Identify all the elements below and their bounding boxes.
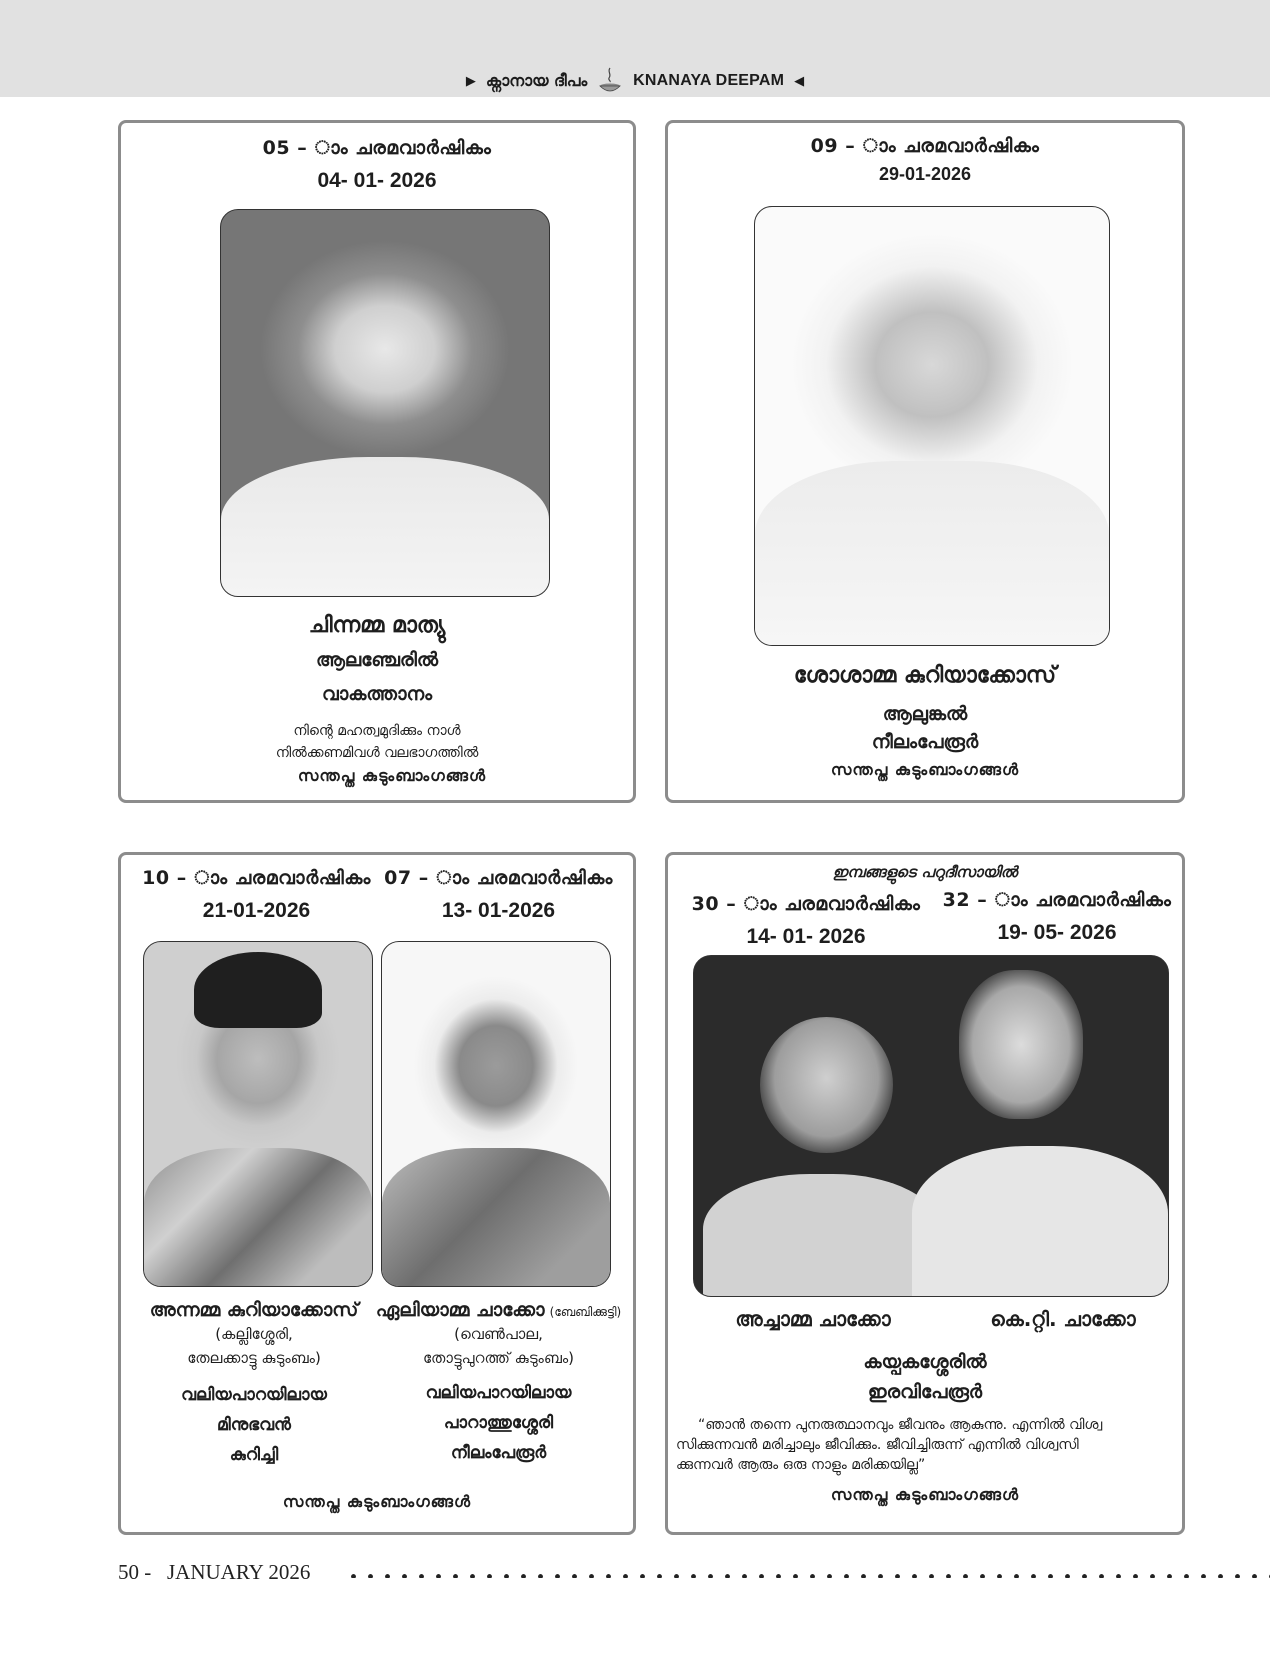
anniversary-date: 04- 01- 2026	[317, 169, 437, 192]
family-origin-line-1: (വെൺപാല,	[454, 1325, 543, 1343]
obituary-card-chinnamma	[118, 120, 636, 803]
place-name: നീലംപേരൂർ	[871, 731, 979, 753]
person-column-kt-chacko	[926, 855, 1188, 955]
quote-line-3: ക്കുന്നവർ ആരും ഒരു നാളും മരിക്കയില്ല”	[676, 1457, 926, 1473]
achamma-name-block	[698, 1307, 928, 1331]
issue-date: JANUARY 2026	[167, 1560, 311, 1584]
anniversary-date: 29-01-2026	[878, 164, 972, 184]
family-signature: സന്തപ്ത കുടുംബാംഗങ്ങൾ	[830, 1485, 1020, 1504]
masthead-malayalam-title: ക്നാനായ ദീപം	[485, 71, 588, 90]
obituary-card-annamma-eliyamma	[118, 852, 636, 1535]
verse-line-1: നിന്റെ മഹത്വമുദിക്കും നാൾ	[293, 723, 461, 739]
masthead	[0, 66, 1270, 96]
obituary-card-achamma-chacko	[665, 852, 1185, 1535]
couple-photo	[693, 955, 1169, 1297]
deceased-name: അന്നമ്മ കുറിയാക്കോസ്	[149, 1299, 359, 1321]
quote-line-1: “ഞാൻ തന്നെ പുനരുത്ഥാനവും ജീവനും ആകുന്നു. എന്നിൽ വിശ്വ	[698, 1417, 1103, 1433]
anniversary-label: 32 – ാം ചരമവാർഷികം	[942, 889, 1172, 911]
address-line-3: നീലംപേരൂർ	[450, 1443, 547, 1463]
page-footer	[118, 1560, 310, 1585]
address-line-1: വലിയപാറയിലായ	[181, 1385, 327, 1405]
family-signature: സന്തപ്ത കുടുംബാംഗങ്ങൾ	[282, 1492, 472, 1511]
verse-line-2: നിൽക്കണമിവൾ വലഭാഗത്തിൽ	[275, 745, 479, 761]
address-line-1: വലിയപാറയിലായ	[425, 1383, 572, 1403]
portrait-photo-eliyamma	[381, 941, 611, 1287]
deceased-name: ഏലിയാമ്മ ചാക്കോ	[375, 1299, 545, 1321]
eliyamma-details	[366, 1299, 631, 1463]
obituary-card-shoshamma	[665, 120, 1185, 803]
place-name: ഇരവിപേരൂർ	[867, 1381, 983, 1403]
family-origin-line-2: തോട്ടുപുറത്ത് കുടുംബം)	[422, 1349, 575, 1367]
anniversary-date: 21-01-2026	[202, 899, 311, 922]
house-name: ആലുങ്കൽ	[882, 703, 968, 725]
place-name: വാകത്താനം	[321, 683, 433, 705]
address-line-2: പാറാത്തുശ്ശേരി	[443, 1413, 554, 1433]
oil-lamp-icon	[597, 66, 623, 96]
address-line-2: മിനുഭവൻ	[217, 1415, 291, 1435]
left-triangle-icon: ◀	[794, 73, 805, 89]
deceased-name: കെ.റ്റി. ചാക്കോ	[990, 1307, 1136, 1331]
deceased-name: ചിന്നമ്മ മാത്യു	[308, 613, 446, 638]
house-name: ആലഞ്ചേരിൽ	[315, 649, 439, 671]
family-origin-line-1: (കല്ലിശ്ശേരി,	[215, 1325, 293, 1343]
family-origin-line-2: തേലക്കാട്ടു കുടുംബം)	[187, 1349, 321, 1367]
portrait-photo-annamma	[143, 941, 373, 1287]
anniversary-label: 10 – ാം ചരമവാർഷികം	[142, 867, 371, 889]
memorial-heading: ഇമ്പങ്ങളുടെ പറുദീസായിൽ	[832, 863, 1018, 881]
person-column-achamma	[668, 855, 928, 955]
anniversary-label: 05 – ാം ചരമവാർഷികം	[262, 137, 492, 159]
address-line-3: കുറിച്ചി	[229, 1445, 279, 1465]
anniversary-date: 19- 05- 2026	[997, 921, 1117, 944]
kt-chacko-name-block	[943, 1307, 1183, 1331]
annamma-details	[139, 1299, 369, 1465]
anniversary-label: 30 – ാം ചരമവാർഷികം	[691, 893, 921, 915]
nickname: (ബേബിക്കുട്ടി)	[549, 1305, 622, 1319]
family-signature: സന്തപ്ത കുടുംബാംഗങ്ങൾ	[830, 760, 1020, 779]
house-name: കയ്പകശ്ശേരിൽ	[863, 1351, 987, 1373]
family-signature: സന്തപ്ത കുടുംബാംഗങ്ങൾ	[297, 766, 487, 785]
quote-line-2: സിക്കുന്നവൻ മരിച്ചാലും ജീവിക്കും. ജീവിച്ചിരുന്ന് എന്നിൽ വിശ്വസി	[676, 1437, 1079, 1453]
masthead-english-title: KNANAYA DEEPAM	[633, 72, 785, 89]
portrait-photo	[220, 209, 550, 597]
anniversary-label: 07 – ാം ചരമവാർഷികം	[384, 867, 613, 889]
deceased-name: ശോശാമ്മ കുറിയാക്കോസ്	[793, 663, 1057, 688]
right-triangle-icon: ▶	[465, 73, 476, 89]
portrait-photo	[754, 206, 1110, 646]
anniversary-date: 14- 01- 2026	[746, 925, 866, 948]
page-number: 50 -	[118, 1560, 152, 1584]
bible-quote	[676, 1415, 1176, 1475]
anniversary-date: 13- 01-2026	[441, 899, 556, 922]
dotted-rule	[345, 1574, 1270, 1578]
deceased-name: അച്ചാമ്മ ചാക്കോ	[735, 1307, 891, 1331]
anniversary-label: 09 – ാം ചരമവാർഷികം	[810, 135, 1040, 157]
